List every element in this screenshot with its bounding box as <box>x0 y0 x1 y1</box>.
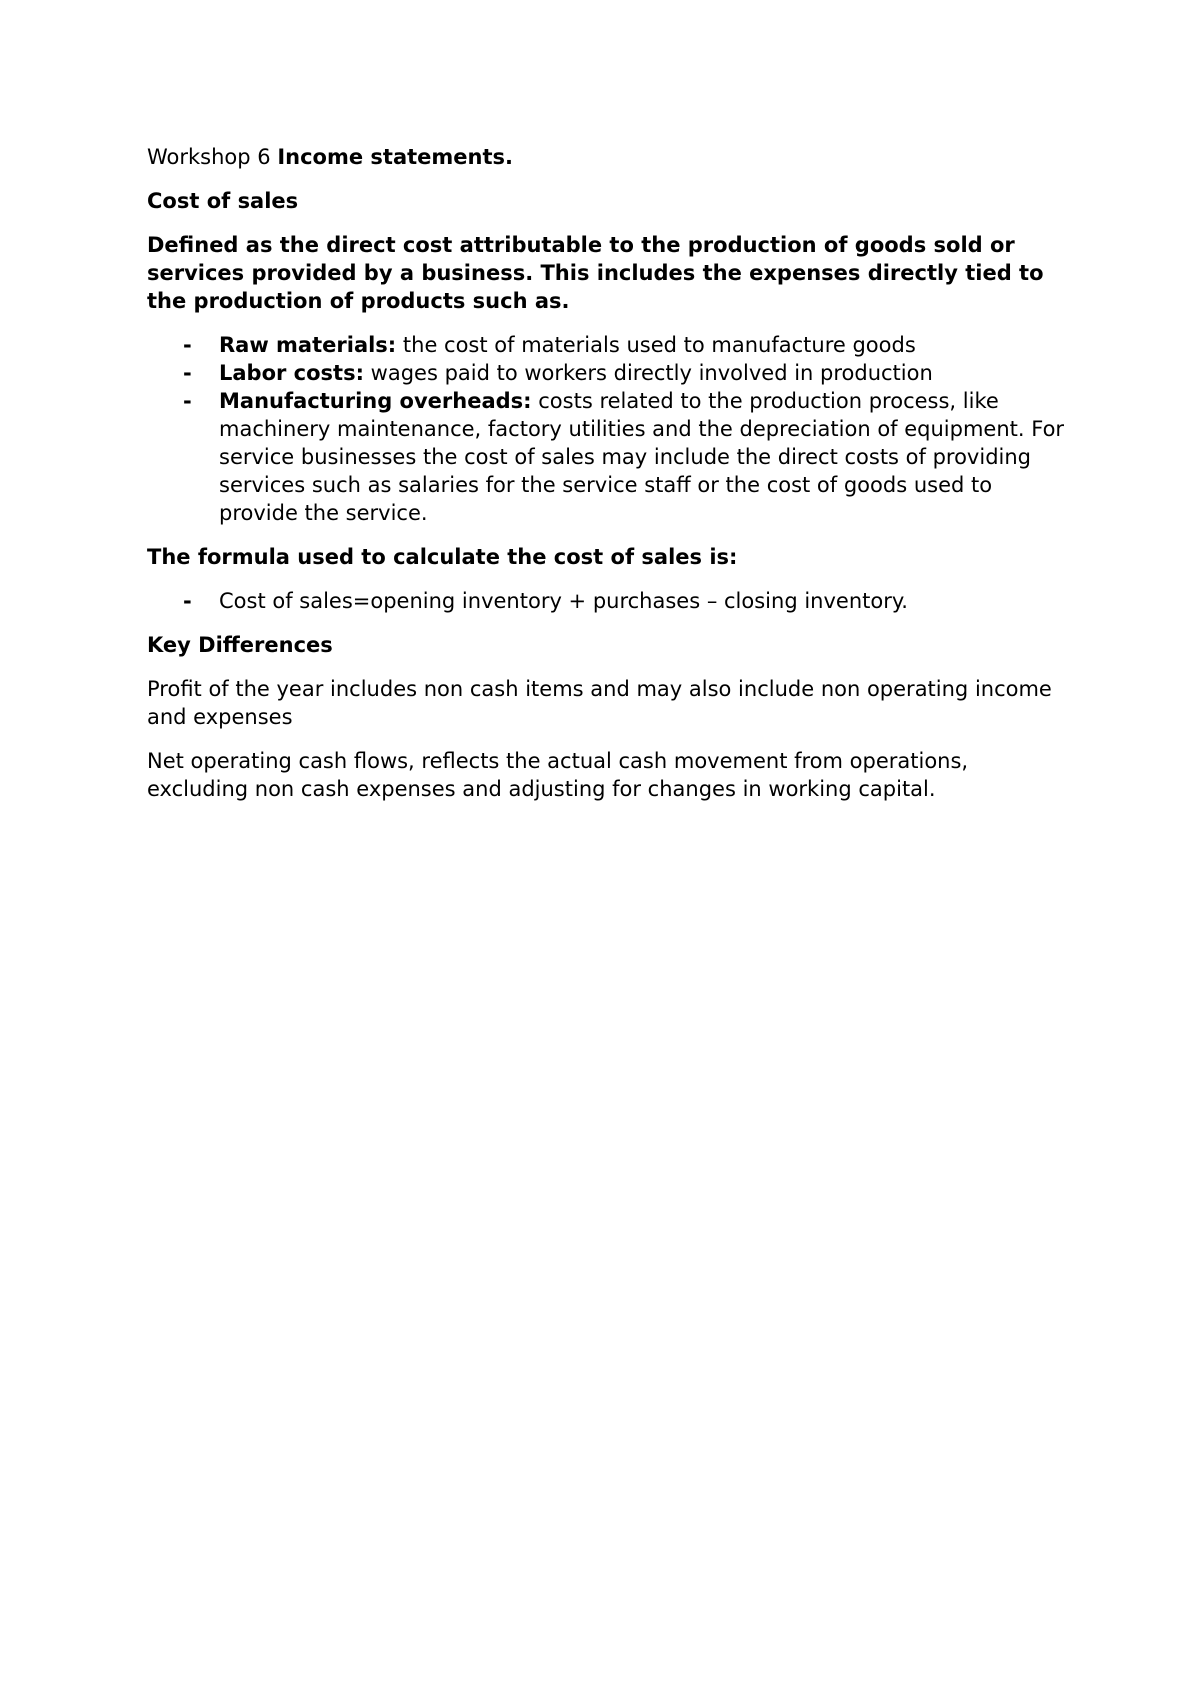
list-item-labor-costs <box>147 359 1067 387</box>
item-text: the cost of materials used to manufacture goods <box>396 333 916 357</box>
definition-paragraph: Defined as the direct cost attributable to the production of goods sold or services provided by a business. This includes the expenses directly tied to the production of products such as. <box>147 233 1044 313</box>
item-term: Raw materials: <box>219 333 397 357</box>
item-text: costs related to the production process, like machinery maintenance, factory utilities and the depreciation of equipment. For service businesses the cost of sales may include the direct costs of providing services such as salaries for the service staff or the cost of goods used to provide the service. <box>219 389 1065 525</box>
cost-components-list <box>147 331 1067 527</box>
list-item-formula <box>147 587 1067 615</box>
heading-formula: The formula used to calculate the cost of sales is: <box>147 545 738 569</box>
title-bold: Income statements. <box>277 145 513 169</box>
list-item-manufacturing-overheads <box>147 387 1067 527</box>
dash-marker: - <box>183 361 192 385</box>
item-term: Labor costs: <box>219 361 364 385</box>
dash-marker: - <box>183 333 192 357</box>
formula-list <box>147 587 1067 615</box>
item-text: wages paid to workers directly involved in production <box>364 361 933 385</box>
dash-marker: - <box>183 589 192 613</box>
paragraph-cash-flows: Net operating cash flows, reflects the actual cash movement from operations, excluding non cash expenses and adjusting for changes in working capital. <box>147 749 969 801</box>
paragraph-profit: Profit of the year includes non cash items and may also include non operating income and expenses <box>147 677 1052 729</box>
title-prefix: Workshop 6 <box>147 145 278 169</box>
list-item-raw-materials <box>147 331 1067 359</box>
document-page <box>147 143 1067 819</box>
dash-marker: - <box>183 389 192 413</box>
item-term: Manufacturing overheads: <box>219 389 532 413</box>
document-title <box>147 143 1067 171</box>
formula-text: Cost of sales=opening inventory + purchases – closing inventory. <box>219 589 908 613</box>
heading-cost-of-sales: Cost of sales <box>147 189 299 213</box>
heading-key-differences: Key Differences <box>147 633 333 657</box>
